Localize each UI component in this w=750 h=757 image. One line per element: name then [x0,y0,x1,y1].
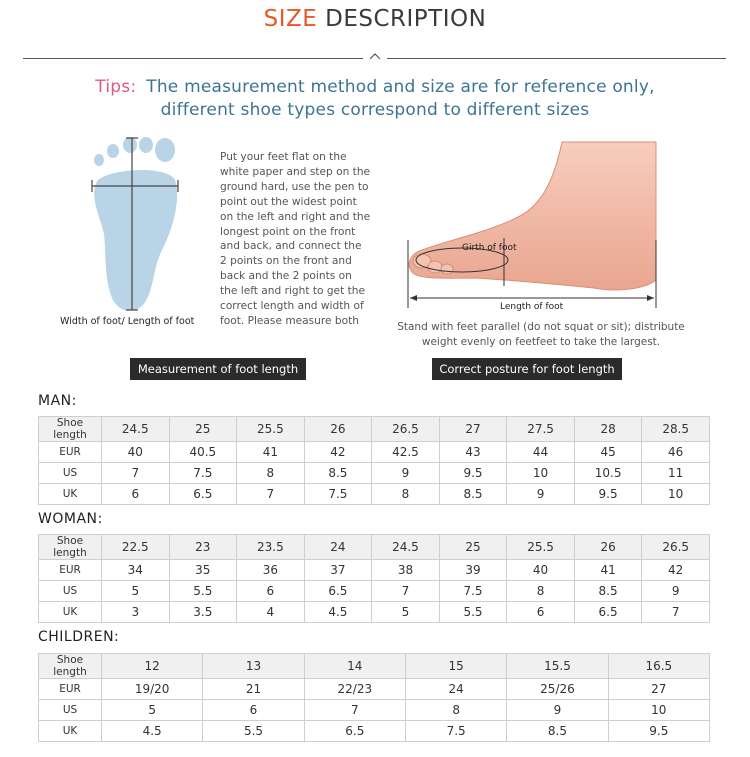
table-cell: 6.5 [304,581,372,602]
table-cell: 3 [102,602,170,623]
table-cell: 25.5 [237,417,305,442]
row-header: Shoe length [39,535,102,560]
table-cell: 34 [102,560,170,581]
row-header: US [39,463,102,484]
caret-up-icon [365,48,385,62]
row-header: US [39,700,102,721]
tips-block [0,76,750,122]
table-cell: 7 [102,463,170,484]
tips-label: Tips: [95,77,137,97]
table-cell: 28 [574,417,642,442]
table-cell: 8.5 [304,463,372,484]
title-accent: SIZE [263,6,318,32]
table-row [39,535,710,560]
table-cell: 26.5 [642,535,710,560]
woman-size-table [38,534,710,623]
table-cell: 26 [574,535,642,560]
row-header: EUR [39,560,102,581]
table-cell: 24.5 [372,535,440,560]
table-cell: 9.5 [439,463,507,484]
table-cell: 19/20 [102,679,203,700]
tips-text-2: different shoe types correspond to different sizes [160,100,590,120]
man-section-label: MAN: [38,393,77,409]
table-row [39,560,710,581]
table-cell: 13 [203,654,304,679]
table-cell: 26.5 [372,417,440,442]
title-divider-right [387,58,726,59]
table-cell: 15.5 [507,654,608,679]
table-cell: 9 [507,484,575,505]
table-cell: 27.5 [507,417,575,442]
page-title [0,6,750,32]
side-foot-icon [404,140,664,318]
table-cell: 6 [237,581,305,602]
table-cell: 25/26 [507,679,608,700]
children-size-table [38,653,710,742]
table-cell: 27 [608,679,709,700]
table-cell: 22/23 [304,679,405,700]
table-cell: 42 [304,442,372,463]
table-cell: 9 [372,463,440,484]
table-cell: 25 [169,417,237,442]
table-cell: 10 [608,700,709,721]
row-header: Shoe length [39,654,102,679]
table-cell: 24.5 [102,417,170,442]
table-cell: 3.5 [169,602,237,623]
table-cell: 8 [372,484,440,505]
table-cell: 4.5 [102,721,203,742]
table-cell: 22.5 [102,535,170,560]
table-cell: 40 [102,442,170,463]
children-section-label: CHILDREN: [38,629,120,645]
table-cell: 44 [507,442,575,463]
title-rest: DESCRIPTION [317,6,487,32]
table-cell: 12 [102,654,203,679]
table-cell: 21 [203,679,304,700]
table-row [39,700,710,721]
table-cell: 8.5 [439,484,507,505]
table-cell: 40 [507,560,575,581]
table-cell: 7.5 [405,721,506,742]
table-cell: 26 [304,417,372,442]
table-cell: 6.5 [304,721,405,742]
table-cell: 41 [237,442,305,463]
table-cell: 6 [203,700,304,721]
table-cell: 8 [405,700,506,721]
table-cell: 14 [304,654,405,679]
table-cell: 8 [507,581,575,602]
posture-label-button: Correct posture for foot length [432,358,622,380]
table-cell: 23 [169,535,237,560]
table-cell: 7 [642,602,710,623]
table-cell: 7.5 [439,581,507,602]
title-divider-left [23,58,363,59]
table-cell: 10 [642,484,710,505]
table-cell: 45 [574,442,642,463]
table-cell: 7 [304,700,405,721]
table-cell: 10 [507,463,575,484]
table-cell: 25 [439,535,507,560]
row-header: EUR [39,679,102,700]
table-cell: 9 [507,700,608,721]
foot-measure-caption: Width of foot/ Length of foot [60,316,195,327]
table-cell: 4.5 [304,602,372,623]
table-row [39,417,710,442]
table-cell: 27 [439,417,507,442]
row-header: UK [39,721,102,742]
posture-caption-line-2: weight evenly on feetfeet to take the largest. [421,335,661,348]
girth-label: Girth of foot [462,243,517,253]
length-label: Length of foot [500,302,564,312]
table-cell: 42.5 [372,442,440,463]
table-cell: 40.5 [169,442,237,463]
table-row [39,581,710,602]
table-row [39,679,710,700]
tips-text-1: The measurement method and size are for reference only, [146,77,655,97]
table-row [39,484,710,505]
table-cell: 6 [507,602,575,623]
man-size-table [38,416,710,505]
table-cell: 5.5 [203,721,304,742]
table-cell: 4 [237,602,305,623]
table-cell: 37 [304,560,372,581]
footprint-icon [88,136,184,312]
table-cell: 46 [642,442,710,463]
table-cell: 43 [439,442,507,463]
table-cell: 23.5 [237,535,305,560]
table-cell: 24 [304,535,372,560]
row-header: UK [39,602,102,623]
table-cell: 7 [237,484,305,505]
table-cell: 24 [405,679,506,700]
posture-caption-line-1: Stand with feet parallel (do not squat or sit); distribute [397,321,685,333]
row-header: EUR [39,442,102,463]
table-cell: 15 [405,654,506,679]
table-cell: 11 [642,463,710,484]
table-row [39,463,710,484]
table-cell: 9.5 [574,484,642,505]
table-cell: 28.5 [642,417,710,442]
table-cell: 42 [642,560,710,581]
table-cell: 6 [102,484,170,505]
table-cell: 8.5 [507,721,608,742]
table-row [39,654,710,679]
table-cell: 6.5 [574,602,642,623]
table-row [39,721,710,742]
table-cell: 9 [642,581,710,602]
table-cell: 25.5 [507,535,575,560]
row-header: UK [39,484,102,505]
table-cell: 5 [102,700,203,721]
table-cell: 38 [372,560,440,581]
table-cell: 7 [372,581,440,602]
table-cell: 8 [237,463,305,484]
table-cell: 41 [574,560,642,581]
posture-caption [386,320,696,349]
table-cell: 39 [439,560,507,581]
measurement-label-button: Measurement of foot length [130,358,306,380]
row-header: US [39,581,102,602]
table-cell: 8.5 [574,581,642,602]
table-row [39,602,710,623]
row-header: Shoe length [39,417,102,442]
tips-line-1 [0,76,750,99]
table-cell: 5 [372,602,440,623]
table-cell: 7.5 [304,484,372,505]
table-cell: 7.5 [169,463,237,484]
table-cell: 5 [102,581,170,602]
table-cell: 6.5 [169,484,237,505]
table-cell: 36 [237,560,305,581]
table-cell: 16.5 [608,654,709,679]
table-cell: 35 [169,560,237,581]
measurement-instructions: Put your feet flat on the white paper and step on the ground hard, use the pen to point out the widest point on the left and right and the longest point on the front and back, and connect the 2 points on the front and back and the 2 points on the left and right to get the correct length and width of foot. Please measure both [220,151,371,327]
table-cell: 5.5 [169,581,237,602]
table-cell: 10.5 [574,463,642,484]
table-cell: 5.5 [439,602,507,623]
table-cell: 9.5 [608,721,709,742]
woman-section-label: WOMAN: [38,511,103,527]
table-row [39,442,710,463]
